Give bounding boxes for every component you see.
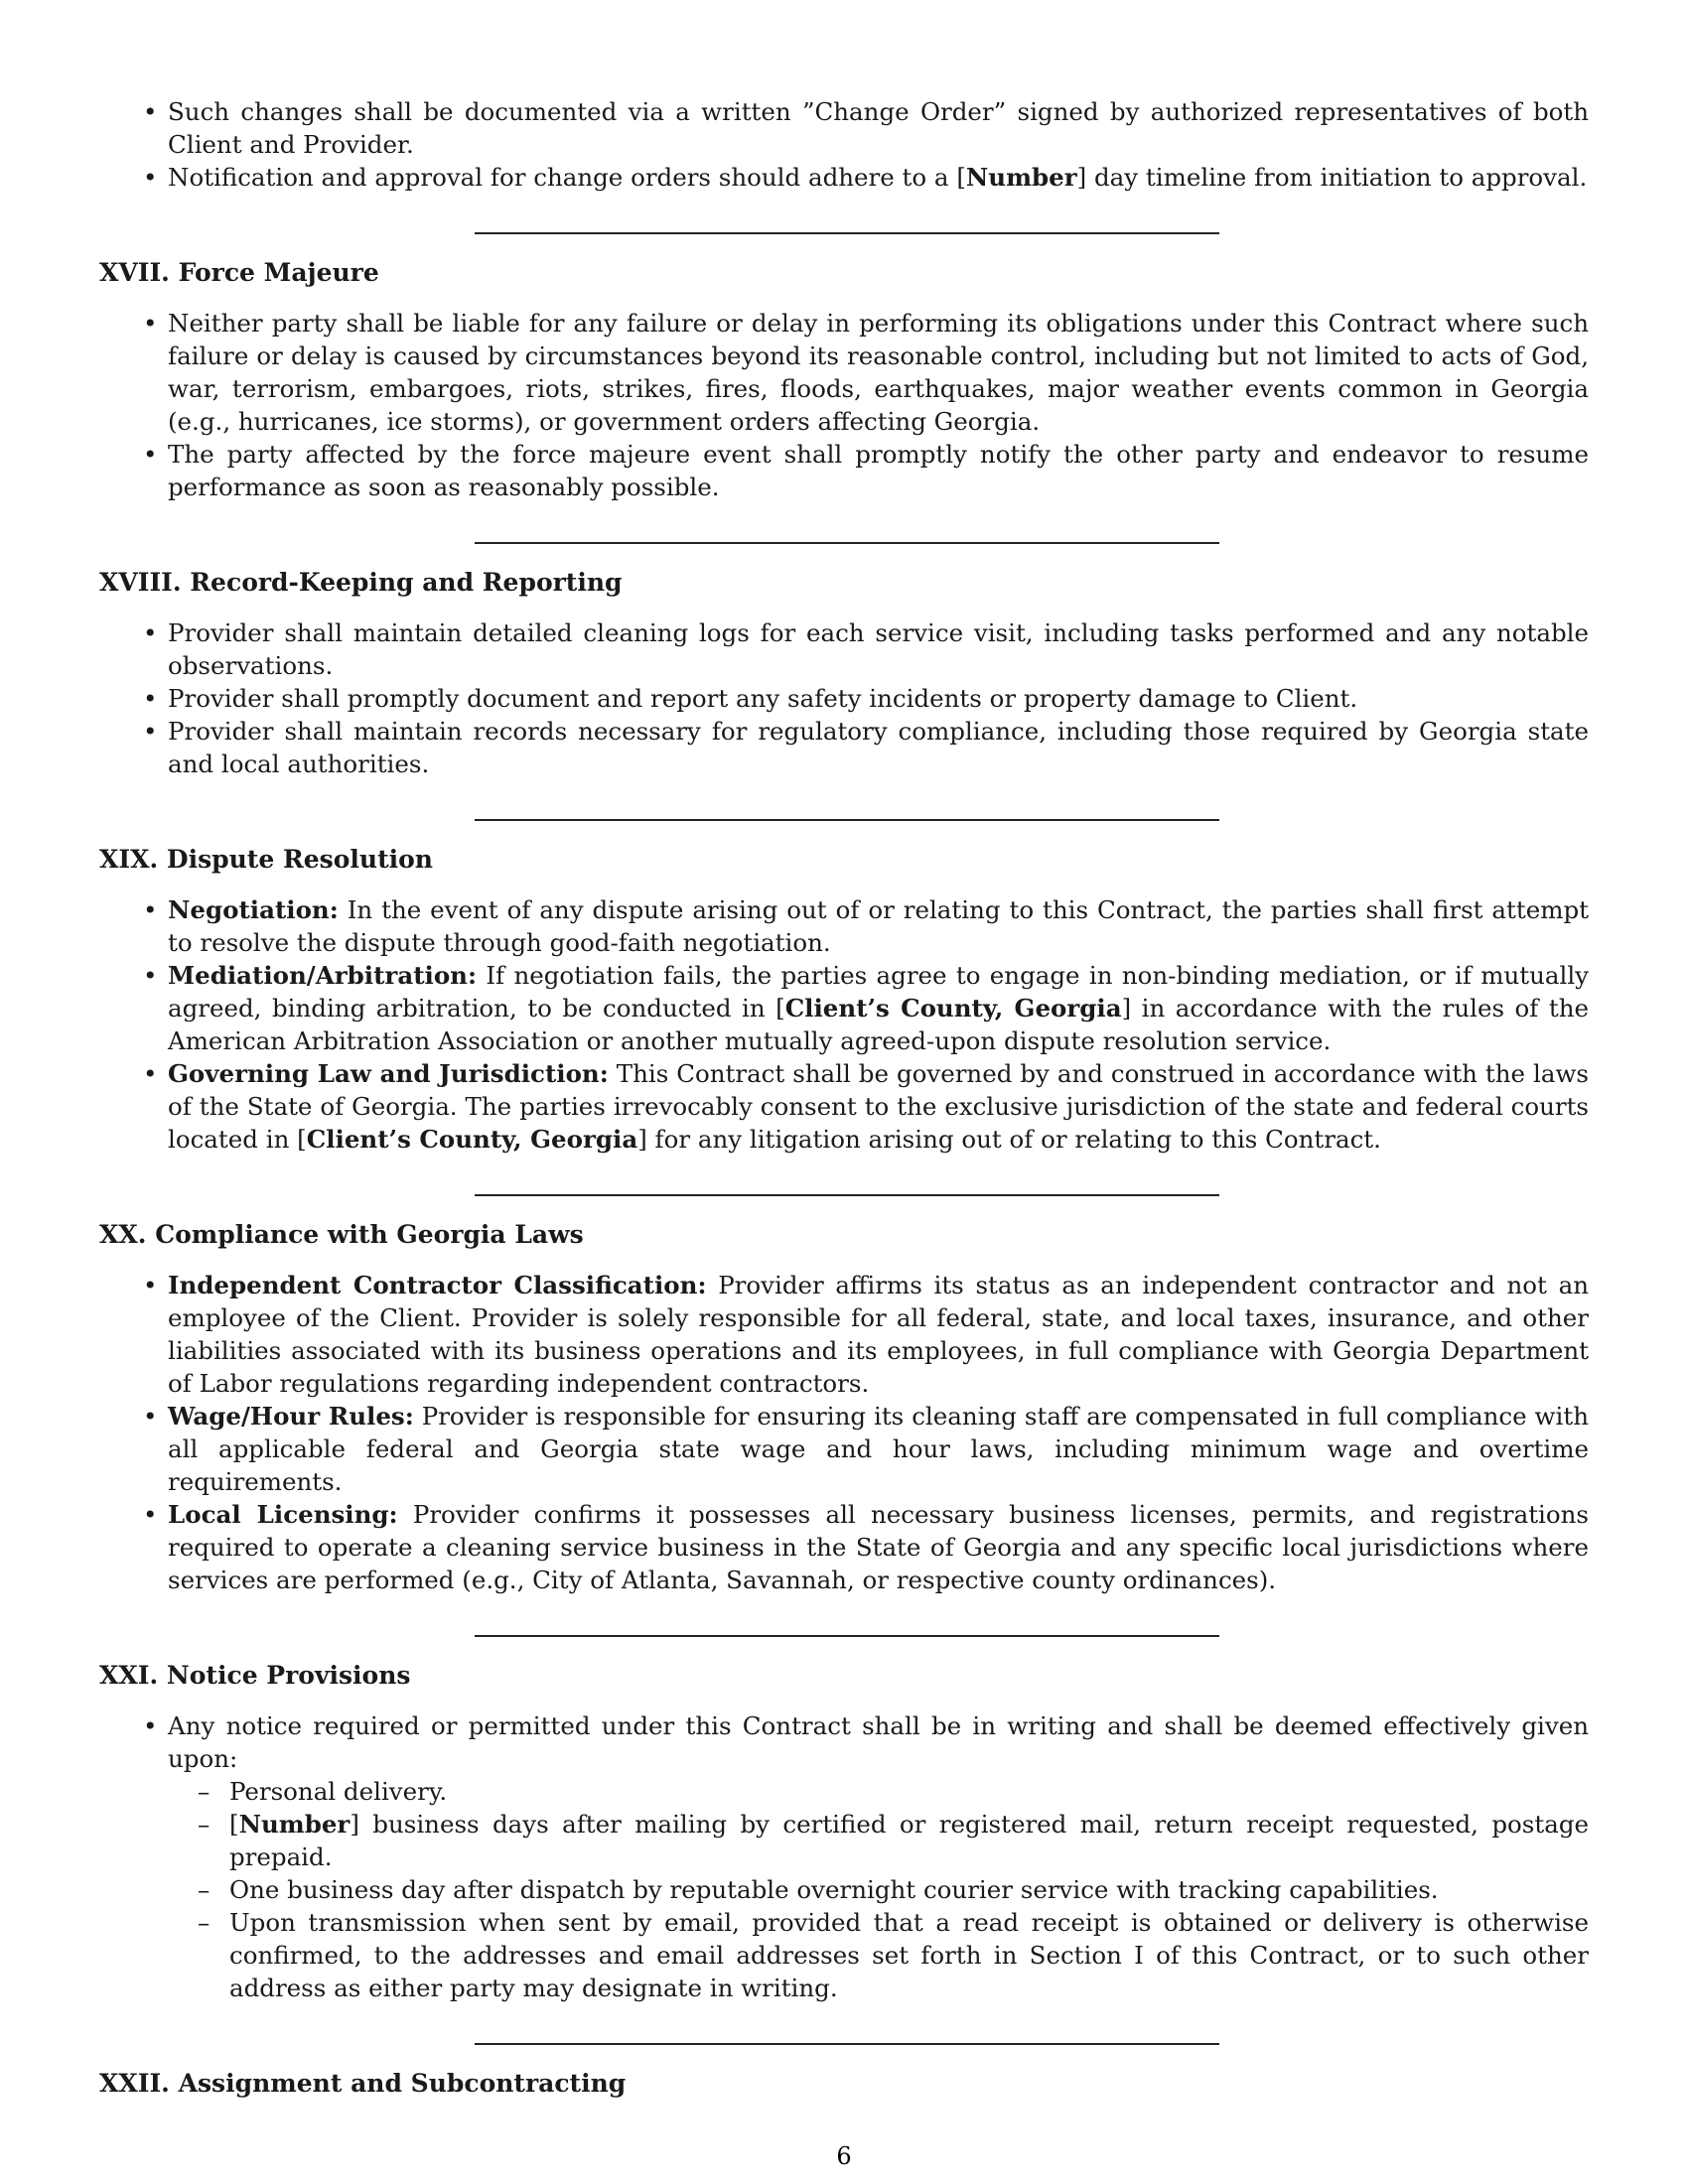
list-item: • Provider shall maintain records necessary for regulatory compliance, including those required by Georgia state and local authorities. — [99, 715, 1589, 780]
list-item: • Negotiation: In the event of any dispute arising out of or relating to this Contract, the parties shall first attempt to resolve the dispute through good-faith negotiation. — [99, 893, 1589, 959]
placeholder-county: Client’s County, Georgia — [784, 994, 1122, 1023]
list-item: • The party affected by the force majeure event shall promptly notify the other party and endeavor to resume performance as soon as reasonably possible. — [99, 438, 1589, 503]
list-item: • Provider shall promptly document and report any safety incidents or property damage to Client. — [99, 682, 1589, 715]
item-label: Independent Contractor Classification: — [168, 1271, 707, 1299]
section-heading-record-keeping: XVIII. Record-Keeping and Reporting — [99, 568, 623, 597]
item-label: Governing Law and Jurisdiction: — [168, 1059, 609, 1088]
item-label: Mediation/Arbitration: — [168, 961, 478, 990]
section-divider — [475, 232, 1219, 234]
list-item: • Notification and approval for change orders should adhere to a [Number] day timeline from initiation to approval. — [99, 161, 1589, 194]
page-number: 6 — [836, 2142, 852, 2170]
placeholder-county: Client’s County, Georgia — [306, 1125, 638, 1154]
section-heading-notice: XXI. Notice Provisions — [99, 1661, 411, 1690]
section-heading-assignment: XXII. Assignment and Subcontracting — [99, 2069, 627, 2098]
notice-methods-list — [168, 1775, 1589, 2004]
list-item: • Provider shall maintain detailed cleaning logs for each service visit, including tasks performed and any notable observations. — [99, 616, 1589, 682]
section-heading-compliance: XX. Compliance with Georgia Laws — [99, 1220, 584, 1249]
list-item: • Mediation/Arbitration: If negotiation fails, the parties agree to engage in non-binding mediation, or if mutually agreed, binding arbitration, to be conducted in [Client’s County, Georgia] in accordance with the rules of the American Arbitration Association or another mutually agreed-upon dispute resolution service. — [99, 959, 1589, 1057]
list-item: • Wage/Hour Rules: Provider is responsible for ensuring its cleaning staff are compensated in full compliance with all applicable federal and Georgia state wage and hour laws, including minimum wage and overtime requirements. — [99, 1400, 1589, 1498]
sub-list-item: – [Number] business days after mailing by certified or registered mail, return receipt requested, postage prepaid. — [168, 1808, 1589, 1873]
notice-list — [99, 1709, 1589, 2004]
list-item: • Governing Law and Jurisdiction: This Contract shall be governed by and construed in accordance with the laws of the State of Georgia. The parties irrevocably consent to the exclusive jurisdiction of the state and federal courts located in [Client’s County, Georgia] for any litigation arising out of or relating to this Contract. — [99, 1057, 1589, 1156]
list-item: • Local Licensing: Provider confirms it possesses all necessary business licenses, permits, and registrations required to operate a cleaning service business in the State of Georgia and any specific local jurisdictions where services are performed (e.g., City of Atlanta, Savannah, or respective county ordinances). — [99, 1498, 1589, 1596]
compliance-list — [99, 1269, 1589, 1596]
section-divider — [475, 1635, 1219, 1637]
section-heading-force-majeure: XVII. Force Majeure — [99, 258, 379, 287]
list-item: • Independent Contractor Classification: Provider affirms its status as an independent contractor and not an employee of the Client. Provider is solely responsible for all federal, state, and local taxes, insurance, and other liabilities associated with its business operations and its employees, in full compliance with Georgia Department of Labor regulations regarding independent contractors. — [99, 1269, 1589, 1400]
list-item: • Such changes shall be documented via a written ”Change Order” signed by authorized representatives of both Client and Provider. — [99, 95, 1589, 161]
sub-list-item: – Upon transmission when sent by email, provided that a read receipt is obtained or delivery is otherwise confirmed, to the addresses and email addresses set forth in Section I of this Contract, or to such other address as either party may designate in writing. — [168, 1906, 1589, 2004]
section-divider — [475, 2043, 1219, 2045]
force-majeure-list — [99, 307, 1589, 503]
list-item: • Neither party shall be liable for any failure or delay in performing its obligations under this Contract where such failure or delay is caused by circumstances beyond its reasonable control, including but not limited to acts of God, war, terrorism, embargoes, riots, strikes, fires, floods, earthquakes, major weather events common in Georgia (e.g., hurricanes, ice storms), or government orders affecting Georgia. — [99, 307, 1589, 438]
list-item: • Any notice required or permitted under this Contract shall be in writing and shall be deemed effectively given upon: – Personal delivery. – [Number] business days after mailing by certified or registered mail, return receipt requested, postage prepaid. – One business day after dispatch by reputable overnight courier service with tracking capabilities. – Upon transmission when sent by email, provided that a read receipt is obtained or delivery is otherwise confirmed, to the addresses and email addresses set forth in Section I of this Contract, or to such other address as either party may designate in writing. — [99, 1709, 1589, 2004]
section-heading-dispute-resolution: XIX. Dispute Resolution — [99, 845, 433, 874]
placeholder-number: Number — [238, 1810, 351, 1839]
dispute-resolution-list — [99, 893, 1589, 1156]
item-label: Local Licensing: — [168, 1500, 398, 1529]
record-keeping-list — [99, 616, 1589, 780]
sub-list-item: – One business day after dispatch by reputable overnight courier service with tracking capabilities. — [168, 1873, 1589, 1906]
section-divider — [475, 819, 1219, 821]
item-label: Wage/Hour Rules: — [168, 1402, 414, 1431]
section-divider — [475, 1194, 1219, 1196]
item-label: Negotiation: — [168, 895, 339, 924]
document-page — [99, 95, 1589, 2117]
placeholder-number: Number — [965, 163, 1077, 192]
sub-list-item: – Personal delivery. — [168, 1775, 1589, 1808]
change-order-list — [99, 95, 1589, 194]
section-divider — [475, 542, 1219, 544]
